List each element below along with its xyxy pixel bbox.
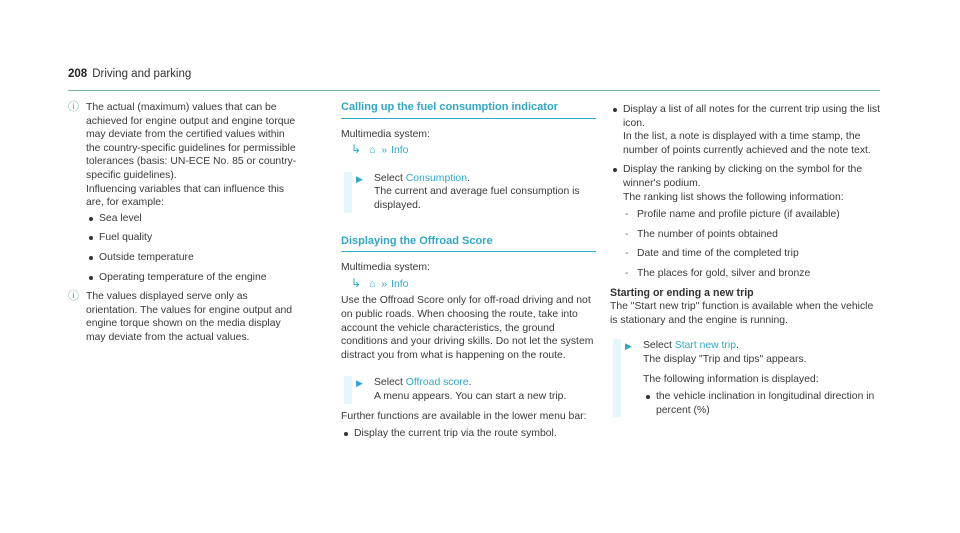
bullet-icon bbox=[89, 256, 93, 260]
list-item: the vehicle inclination in longitudinal direction in percent (%) bbox=[643, 390, 880, 417]
bullet-icon bbox=[646, 395, 650, 399]
page-title: Driving and parking bbox=[92, 68, 192, 80]
offroad-score-link[interactable]: Offroad score bbox=[405, 377, 469, 389]
menu-path bbox=[351, 143, 596, 158]
list-item: Outside temperature bbox=[86, 251, 298, 265]
note-block-1 bbox=[68, 101, 298, 284]
step-block-fuel: ▶ Select Consumption. The current and average fuel consumption is displayed. bbox=[344, 172, 596, 213]
column-2 bbox=[341, 101, 596, 447]
path-arrow-icon: ↳ bbox=[351, 275, 362, 290]
home-icon: ⌂ bbox=[369, 278, 376, 290]
path-label: Info bbox=[391, 145, 409, 157]
consumption-link[interactable]: Consumption bbox=[405, 172, 467, 184]
step-triangle-icon: ▶ bbox=[356, 173, 363, 184]
list-item: - The number of points obtained bbox=[625, 228, 778, 240]
list-item: - Profile name and profile picture (if available) bbox=[625, 209, 840, 221]
list-item: Display a list of all notes for the current trip using the list icon. In the list, a note is displayed with a time stamp, the number of points currently achieved and the note text. bbox=[610, 103, 880, 157]
note-block-2 bbox=[68, 290, 298, 344]
step-block-new-trip: ▶ Select Start new trip. The display "Trip and tips" appears. The following information is displayed: the vehicle inclination in longitudinal direction in percent (%) bbox=[613, 339, 880, 417]
further-functions: Further functions are available in the lower menu bar: bbox=[341, 410, 587, 422]
list-item: - Date and time of the completed trip bbox=[625, 248, 799, 260]
double-chevron-icon: » bbox=[381, 145, 388, 157]
column-1 bbox=[68, 101, 298, 345]
list-item: Fuel quality bbox=[86, 231, 298, 245]
step-info: The following information is displayed: bbox=[643, 373, 819, 385]
system-label: Multimedia system: bbox=[341, 262, 430, 274]
offroad-intro: Use the Offroad Score only for off-road driving and not on public roads. When choosing the route, take into account the vehicle characteristics, the ground conditions and your driving skills. Do not let the system distract you from what is happening on the route. bbox=[341, 295, 594, 361]
bullet-list bbox=[341, 427, 596, 441]
step-triangle-icon: ▶ bbox=[356, 378, 363, 389]
column-3 bbox=[610, 101, 880, 423]
section-heading-offroad: Displaying the Offroad Score bbox=[341, 235, 596, 253]
section-heading-fuel: Calling up the fuel consumption indicator bbox=[341, 101, 596, 119]
page-header bbox=[68, 68, 880, 91]
new-trip-text: The "Start new trip" function is available when the vehicle is stationary and the engine is running. bbox=[610, 301, 874, 326]
info-note-icon: ⓘ bbox=[68, 290, 79, 303]
path-label: Info bbox=[391, 278, 409, 290]
list-item: Sea level bbox=[86, 212, 298, 226]
bullet-icon bbox=[89, 236, 93, 240]
list-item: - The places for gold, silver and bronze bbox=[625, 267, 811, 279]
note-paragraph: The actual (maximum) values that can be achieved for engine output and engine torque may deviate from the certified values within the country-specific guidelines for permissible tolerances (basis: UN-ECE No. 85 or country-specific guidelines). bbox=[86, 102, 297, 181]
step-result: The current and average fuel consumption is displayed. bbox=[374, 186, 580, 211]
path-arrow-icon: ↳ bbox=[351, 142, 362, 157]
system-label: Multimedia system: bbox=[341, 128, 430, 140]
list-item: Operating temperature of the engine bbox=[86, 271, 298, 285]
bullet-list bbox=[631, 390, 880, 417]
step-result: A menu appears. You can start a new trip. bbox=[374, 390, 567, 402]
note-paragraph: The values displayed serve only as orientation. The values for engine output and engine torque shown on the media display may deviate from the actual values. bbox=[86, 291, 293, 343]
info-note-icon: ⓘ bbox=[68, 101, 79, 113]
subheading-new-trip: Starting or ending a new trip bbox=[610, 286, 754, 299]
bullet-icon bbox=[89, 217, 93, 221]
double-chevron-icon: » bbox=[381, 278, 388, 290]
step-result: The display "Trip and tips" appears. bbox=[643, 353, 807, 365]
note-paragraph: Influencing variables that can influence this are, for example: bbox=[86, 183, 285, 209]
bullet-list bbox=[86, 212, 298, 284]
bullet-icon bbox=[89, 276, 93, 280]
bullet-icon bbox=[344, 432, 348, 436]
step-block-offroad: ▶ Select Offroad score. A menu appears. You can start a new trip. bbox=[344, 376, 596, 403]
step-triangle-icon: ▶ bbox=[625, 341, 632, 352]
dash-list bbox=[623, 208, 880, 280]
list-item: Display the ranking by clicking on the symbol for the winner's podium. The ranking list shows the following information: - Profile name and profile picture (if available) - The number of points obtained - Date and time of the completed trip - The places for gold, silver and bronze bbox=[610, 163, 880, 280]
bullet-icon bbox=[613, 168, 617, 172]
start-new-trip-link[interactable]: Start new trip bbox=[674, 340, 736, 352]
list-item: Display the current trip via the route symbol. bbox=[341, 427, 596, 441]
home-icon: ⌂ bbox=[369, 145, 376, 157]
menu-path bbox=[351, 277, 596, 292]
bullet-icon bbox=[613, 108, 617, 112]
bullet-list bbox=[610, 103, 880, 281]
page-number: 208 bbox=[68, 68, 88, 80]
